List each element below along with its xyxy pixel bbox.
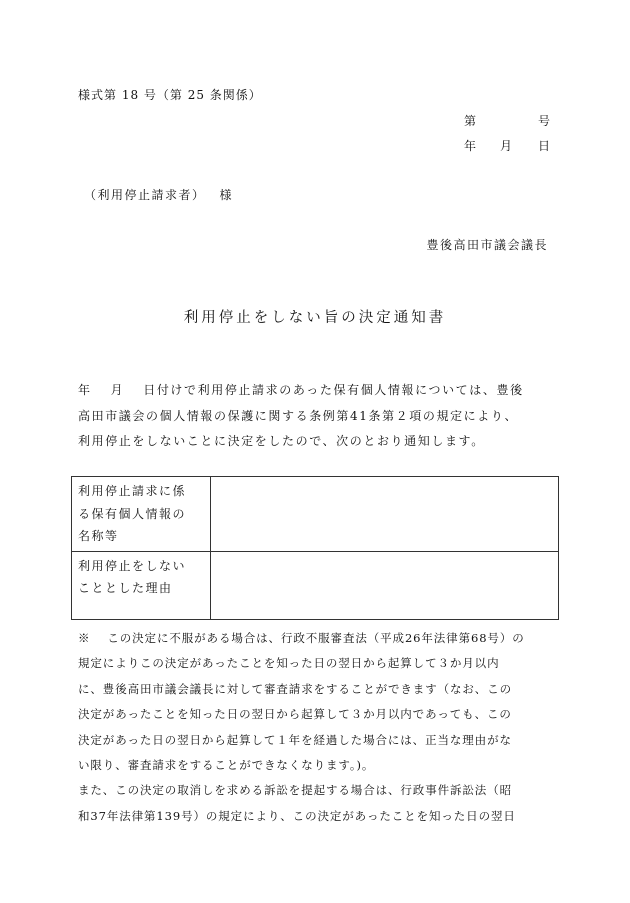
table-row [72, 551, 559, 619]
form-number: 様式第 18 号（第 25 条関係） [78, 88, 262, 102]
note-line: い限り、審査請求をすることができなくなります。)。 [78, 758, 375, 773]
date-year: 年 [464, 139, 477, 153]
label-line: 利用停止をしない [78, 558, 187, 573]
table-row [72, 477, 559, 552]
label-line: る保有個人情報の [78, 506, 187, 521]
table-label-cell [72, 477, 211, 552]
addressee [84, 186, 233, 203]
body-line: 年 月 日付けで利用停止請求のあった保有個人情報については、豊後 [78, 383, 524, 397]
date-day: 日 [538, 139, 551, 153]
note-line: また、この決定の取消しを求める訴訟を提起する場合は、行政事件訴訟法（昭 [78, 783, 512, 798]
document-number-prefix: 第 [464, 114, 477, 128]
table-value-cell [211, 477, 559, 552]
table-label-cell [72, 551, 211, 619]
document-number-suffix: 号 [538, 114, 551, 128]
sender: 豊後高田市議会議長 [426, 238, 548, 252]
addressee-honorific: 様 [219, 188, 234, 202]
note-line: ※ この決定に不服がある場合は、行政不服審査法（平成26年法律第68号）の [78, 631, 525, 645]
date-month: 月 [500, 139, 513, 153]
body-line: 利用停止をしないことに決定をしたので、次のとおり通知します。 [78, 434, 485, 448]
table-value-cell [211, 551, 559, 619]
label-line: こととした理由 [78, 581, 173, 595]
note-line: 規定によりこの決定があったことを知った日の翌日から起算して３か月以内 [78, 656, 500, 671]
note-line: 決定があった日の翌日から起算して１年を経過した場合には、正当な理由がな [78, 732, 512, 747]
document-title: 利用停止をしない旨の決定通知書 [183, 310, 447, 326]
note-line: に、豊後高田市議会議長に対して審査請求をすることができます（なお、この [78, 681, 512, 696]
body-line: 高田市議会の個人情報の保護に関する条例第41条第２項の規定により、 [78, 408, 519, 423]
note-line: 決定があったことを知った日の翌日から起算して３か月以内であっても、この [78, 707, 512, 722]
label-line: 名称等 [78, 529, 119, 543]
note-line: 和37年法律第139号）の規定により、この決定があったことを知った日の翌日 [78, 808, 516, 823]
info-table [71, 476, 559, 620]
addressee-name: （利用停止請求者） [84, 188, 206, 202]
body-paragraph [78, 378, 556, 455]
appeal-note [78, 626, 556, 829]
label-line: 利用停止請求に係 [78, 484, 187, 498]
